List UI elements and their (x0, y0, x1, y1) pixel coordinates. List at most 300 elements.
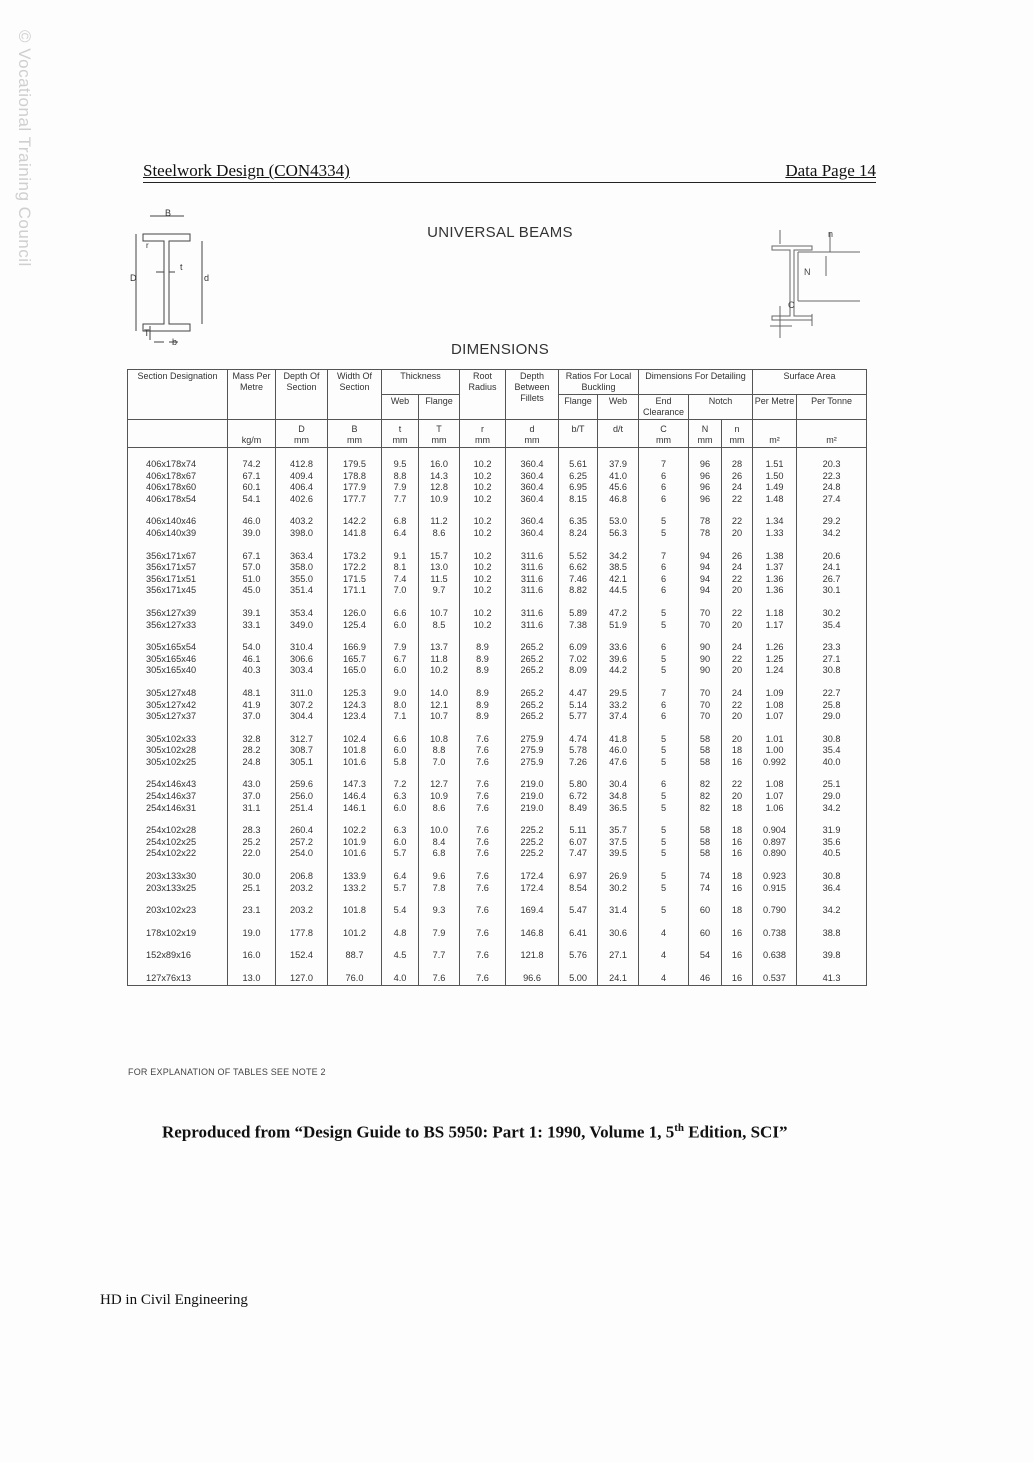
table-cell: 8.54 (559, 883, 598, 895)
table-cell: 1.26 (753, 642, 797, 654)
group-spacer (128, 768, 867, 779)
unit-cell (722, 420, 753, 448)
table-cell: 40.5 (797, 848, 867, 860)
table-cell: 22 (722, 700, 753, 712)
symbol-label: C (660, 424, 667, 434)
table-cell: 203.2 (276, 883, 328, 895)
table-cell: 94 (689, 574, 722, 586)
table-cell: 24.8 (228, 757, 276, 769)
table-row (128, 973, 867, 985)
section-designation: 406x178x54 (128, 494, 228, 506)
table-cell: 5 (639, 528, 689, 540)
table-row (128, 700, 867, 712)
table-cell: 96 (689, 459, 722, 471)
table-cell: 6 (639, 585, 689, 597)
table-cell: 12.1 (419, 700, 460, 712)
unit-label: mm (656, 435, 672, 445)
symbol-label: n (734, 424, 740, 434)
table-cell: 70 (689, 608, 722, 620)
table-cell: 88.7 (328, 950, 382, 962)
table-cell: 39.5 (598, 848, 639, 860)
table-cell: 6.07 (559, 837, 598, 849)
table-cell: 7 (639, 459, 689, 471)
table-cell: 10.2 (460, 574, 506, 586)
col-section-header: Section Designation (128, 370, 228, 420)
table-row (128, 482, 867, 494)
table-cell: 5 (639, 803, 689, 815)
table-cell: 31.9 (797, 825, 867, 837)
col-per-metre-header: Per Metre (753, 395, 797, 420)
table-cell: 8.4 (419, 837, 460, 849)
table-cell: 9.7 (419, 585, 460, 597)
table-cell: 74 (689, 871, 722, 883)
table-cell: 54 (689, 950, 722, 962)
table-cell: 20 (722, 665, 753, 677)
table-cell: 8.24 (559, 528, 598, 540)
table-cell: 60 (689, 928, 722, 940)
dim-d-label: d (204, 273, 210, 283)
table-row (128, 711, 867, 723)
table-cell: 14.3 (419, 471, 460, 483)
symbol-label: D (298, 424, 305, 434)
table-cell: 27.1 (598, 950, 639, 962)
table-cell: 303.4 (276, 665, 328, 677)
symbol-label (798, 424, 865, 435)
table-cell: 351.4 (276, 585, 328, 597)
table-cell: 30.8 (797, 871, 867, 883)
table-cell: 18 (722, 871, 753, 883)
table-cell: 312.7 (276, 734, 328, 746)
table-cell: 41.3 (797, 973, 867, 985)
table-cell: 78 (689, 528, 722, 540)
table-cell: 37.0 (228, 711, 276, 723)
table-cell: 23.3 (797, 642, 867, 654)
table-cell: 1.07 (753, 711, 797, 723)
unit-label (129, 435, 226, 446)
unit-cell (689, 420, 722, 448)
table-cell: 41.8 (598, 734, 639, 746)
table-cell: 30.2 (797, 608, 867, 620)
symbol-label (129, 424, 226, 435)
source-citation: Reproduced from “Design Guide to BS 5950: Part 1: 1990, Volume 1, 5th Edition, SCI” (162, 1122, 788, 1142)
table-cell: 10.2 (460, 459, 506, 471)
col-root-header: Root Radius (460, 370, 506, 420)
table-cell: 46.0 (228, 516, 276, 528)
table-cell: 0.904 (753, 825, 797, 837)
section-designation: 356x171x67 (128, 551, 228, 563)
table-row (128, 825, 867, 837)
table-cell: 51.0 (228, 574, 276, 586)
table-cell: 308.7 (276, 745, 328, 757)
dimensions-table (127, 369, 866, 986)
table-cell: 90 (689, 642, 722, 654)
table-cell: 8.9 (460, 700, 506, 712)
table-cell: 142.2 (328, 516, 382, 528)
unit-label: mm (729, 435, 745, 445)
table-cell: 70 (689, 711, 722, 723)
table-row (128, 562, 867, 574)
table-cell: 8.5 (419, 620, 460, 632)
table-cell: 8.8 (419, 745, 460, 757)
table-cell: 355.0 (276, 574, 328, 586)
table-cell: 5 (639, 665, 689, 677)
table-cell: 6.8 (382, 516, 419, 528)
table-cell: 6 (639, 494, 689, 506)
table-cell: 172.4 (506, 883, 559, 895)
table-cell: 146.8 (506, 928, 559, 940)
col-end-clearance-header: End Clearance (639, 395, 689, 420)
table-cell: 1.08 (753, 779, 797, 791)
table-cell: 11.2 (419, 516, 460, 528)
table-cell: 46.8 (598, 494, 639, 506)
table-cell: 15.7 (419, 551, 460, 563)
page-number: Data Page 14 (785, 161, 876, 180)
table-cell: 171.1 (328, 585, 382, 597)
table-cell: 6.95 (559, 482, 598, 494)
section-designation: 254x146x37 (128, 791, 228, 803)
table-cell: 42.1 (598, 574, 639, 586)
table-cell: 1.36 (753, 585, 797, 597)
section-designation: 254x102x25 (128, 837, 228, 849)
table-cell: 45.6 (598, 482, 639, 494)
dim-n-label: n (828, 229, 834, 239)
table-cell: 0.915 (753, 883, 797, 895)
watermark (15, 30, 38, 290)
table-row (128, 471, 867, 483)
table-note: FOR EXPLANATION OF TABLES SEE NOTE 2 (128, 1067, 326, 1077)
section-designation: 406x178x74 (128, 459, 228, 471)
table-cell: 4.47 (559, 688, 598, 700)
table-cell: 33.1 (228, 620, 276, 632)
page-footer: HD in Civil Engineering (100, 1292, 248, 1308)
table-cell: 1.09 (753, 688, 797, 700)
table-cell: 70 (689, 620, 722, 632)
section-designation: 305x102x33 (128, 734, 228, 746)
table-cell: 5.89 (559, 608, 598, 620)
table-cell: 6.97 (559, 871, 598, 883)
unit-cell (276, 420, 328, 448)
table-cell: 44.2 (598, 665, 639, 677)
dim-D-label: D (130, 273, 137, 283)
table-cell: 311.6 (506, 620, 559, 632)
table-subtitle: DIMENSIONS (450, 341, 549, 358)
table-cell: 34.2 (797, 905, 867, 917)
table-cell: 10.2 (460, 551, 506, 563)
table-cell: 7.0 (382, 585, 419, 597)
table-cell: 24 (722, 688, 753, 700)
table-cell: 5 (639, 883, 689, 895)
table-cell: 101.9 (328, 837, 382, 849)
table-cell: 45.0 (228, 585, 276, 597)
table-cell: 40.0 (797, 757, 867, 769)
table-cell: 5.7 (382, 883, 419, 895)
table-cell: 10.7 (419, 711, 460, 723)
table-cell: 46 (689, 973, 722, 985)
table-cell: 6.3 (382, 791, 419, 803)
table-cell: 5.52 (559, 551, 598, 563)
table-cell: 34.2 (598, 551, 639, 563)
table-cell: 8.09 (559, 665, 598, 677)
table-cell: 7.2 (382, 779, 419, 791)
table-cell: 5 (639, 654, 689, 666)
table-cell: 20 (722, 734, 753, 746)
unit-cell (506, 420, 559, 448)
symbol-label (754, 424, 795, 435)
table-cell: 225.2 (506, 848, 559, 860)
table-cell: 225.2 (506, 837, 559, 849)
table-cell: 6.41 (559, 928, 598, 940)
table-cell: 311.6 (506, 608, 559, 620)
table-cell: 58 (689, 825, 722, 837)
table-cell: 123.4 (328, 711, 382, 723)
table-cell: 311.6 (506, 551, 559, 563)
table-cell: 34.8 (598, 791, 639, 803)
table-cell: 6.0 (382, 745, 419, 757)
table-cell: 25.8 (797, 700, 867, 712)
section-designation: 305x127x37 (128, 711, 228, 723)
section-designation: 305x165x54 (128, 642, 228, 654)
table-cell: 146.4 (328, 791, 382, 803)
unit-cell (460, 420, 506, 448)
col-surface-header: Surface Area (753, 370, 867, 395)
section-designation: 305x102x28 (128, 745, 228, 757)
section-designation: 356x127x39 (128, 608, 228, 620)
section-designation: 203x102x23 (128, 905, 228, 917)
table-cell: 275.9 (506, 745, 559, 757)
table-cell: 124.3 (328, 700, 382, 712)
table-cell: 40.3 (228, 665, 276, 677)
table-cell: 11.5 (419, 574, 460, 586)
table-cell: 102.2 (328, 825, 382, 837)
table-cell: 5.76 (559, 950, 598, 962)
col-web-header: Web (382, 395, 419, 420)
table-cell: 27.1 (797, 654, 867, 666)
symbol-label: d (529, 424, 535, 434)
table-cell: 16 (722, 928, 753, 940)
table-cell: 0.890 (753, 848, 797, 860)
table-cell: 1.24 (753, 665, 797, 677)
table-cell: 24 (722, 642, 753, 654)
table-cell: 358.0 (276, 562, 328, 574)
section-designation: 356x171x57 (128, 562, 228, 574)
table-row (128, 494, 867, 506)
col-thickness-header: Thickness (382, 370, 460, 395)
table-cell: 8.9 (460, 688, 506, 700)
table-cell: 7.9 (382, 642, 419, 654)
unit-label: mm (431, 435, 447, 445)
table-cell: 6 (639, 642, 689, 654)
group-spacer (128, 631, 867, 642)
section-designation: 305x127x48 (128, 688, 228, 700)
group-spacer (128, 505, 867, 516)
table-cell: 10.2 (460, 608, 506, 620)
unit-cell (559, 420, 598, 448)
section-designation: 127x76x13 (128, 973, 228, 985)
table-cell: 5.4 (382, 905, 419, 917)
table-cell: 5 (639, 837, 689, 849)
table-cell: 60 (689, 905, 722, 917)
table-cell: 10.2 (460, 516, 506, 528)
table-cell: 8.9 (460, 665, 506, 677)
table-cell: 256.0 (276, 791, 328, 803)
table-cell: 406.4 (276, 482, 328, 494)
table-cell: 47.6 (598, 757, 639, 769)
table-cell: 13.7 (419, 642, 460, 654)
table-cell: 171.5 (328, 574, 382, 586)
col-mass-header: Mass Per Metre (228, 370, 276, 420)
table-cell: 5 (639, 825, 689, 837)
table-cell: 5.78 (559, 745, 598, 757)
table-row (128, 950, 867, 962)
table-cell: 127.0 (276, 973, 328, 985)
table-cell: 7.6 (460, 928, 506, 940)
table-cell: 31.4 (598, 905, 639, 917)
table-cell: 7.6 (460, 791, 506, 803)
table-cell: 10.0 (419, 825, 460, 837)
table-cell: 363.4 (276, 551, 328, 563)
table-cell: 304.4 (276, 711, 328, 723)
table-cell: 7.6 (460, 883, 506, 895)
table-cell: 23.1 (228, 905, 276, 917)
table-cell: 22 (722, 494, 753, 506)
section-designation: 305x165x40 (128, 665, 228, 677)
unit-label: mm (294, 435, 309, 445)
table-cell: 35.7 (598, 825, 639, 837)
table-cell: 58 (689, 837, 722, 849)
table-cell: 259.6 (276, 779, 328, 791)
table-cell: 19.0 (228, 928, 276, 940)
table-cell: 41.0 (598, 471, 639, 483)
table-cell: 39.6 (598, 654, 639, 666)
symbol-label: d/t (613, 424, 624, 434)
table-cell: 1.06 (753, 803, 797, 815)
group-spacer (128, 962, 867, 973)
symbol-label: T (436, 424, 442, 434)
unit-cell (128, 420, 228, 448)
table-cell: 24 (722, 482, 753, 494)
table-cell: 353.4 (276, 608, 328, 620)
table-cell: 1.33 (753, 528, 797, 540)
table-cell: 54.1 (228, 494, 276, 506)
table-cell: 6.6 (382, 734, 419, 746)
group-spacer (128, 939, 867, 950)
table-cell: 53.0 (598, 516, 639, 528)
table-row (128, 620, 867, 632)
table-cell: 20 (722, 620, 753, 632)
table-cell: 165.0 (328, 665, 382, 677)
table-cell: 5.11 (559, 825, 598, 837)
table-cell: 7.6 (460, 973, 506, 985)
section-designation: 203x133x25 (128, 883, 228, 895)
unit-label (599, 435, 637, 446)
table-cell: 10.2 (460, 482, 506, 494)
table-cell: 306.6 (276, 654, 328, 666)
table-cell: 16 (722, 837, 753, 849)
table-cell: 26 (722, 471, 753, 483)
table-cell: 0.638 (753, 950, 797, 962)
table-cell: 20.6 (797, 551, 867, 563)
table-cell: 12.7 (419, 779, 460, 791)
dim-t-label: t (180, 262, 183, 272)
table-cell: 146.1 (328, 803, 382, 815)
table-cell: 178.8 (328, 471, 382, 483)
table-cell: 265.2 (506, 642, 559, 654)
unit-cell (639, 420, 689, 448)
table-cell: 265.2 (506, 654, 559, 666)
table-cell: 43.0 (228, 779, 276, 791)
table-cell: 141.8 (328, 528, 382, 540)
table-cell: 6.8 (419, 848, 460, 860)
unit-label: m² (769, 435, 780, 445)
table-cell: 16.0 (228, 950, 276, 962)
table-cell: 6.35 (559, 516, 598, 528)
table-cell: 6.0 (382, 837, 419, 849)
table-cell: 6.4 (382, 528, 419, 540)
table-cell: 16.0 (419, 459, 460, 471)
table-cell: 101.8 (328, 905, 382, 917)
table-cell: 7.9 (382, 482, 419, 494)
table-cell: 38.8 (797, 928, 867, 940)
table-cell: 6 (639, 482, 689, 494)
table-cell: 5.80 (559, 779, 598, 791)
table-cell: 96 (689, 471, 722, 483)
table-row (128, 745, 867, 757)
unit-cell (598, 420, 639, 448)
section-designation: 305x102x25 (128, 757, 228, 769)
table-cell: 96.6 (506, 973, 559, 985)
table-cell: 311.0 (276, 688, 328, 700)
table-cell: 5 (639, 745, 689, 757)
table-cell: 360.4 (506, 482, 559, 494)
table-cell: 30.6 (598, 928, 639, 940)
table-cell: 6.62 (559, 562, 598, 574)
table-cell: 305.1 (276, 757, 328, 769)
unit-label: mm (347, 435, 362, 445)
table-cell: 7.6 (460, 871, 506, 883)
table-cell: 22 (722, 608, 753, 620)
table-cell: 10.2 (460, 494, 506, 506)
table-cell: 30.0 (228, 871, 276, 883)
col-notch-header: Notch (689, 395, 753, 420)
table-cell: 10.2 (460, 562, 506, 574)
table-cell: 8.9 (460, 642, 506, 654)
table-cell: 30.4 (598, 779, 639, 791)
table-cell: 177.8 (276, 928, 328, 940)
table-cell: 1.49 (753, 482, 797, 494)
table-cell: 7.47 (559, 848, 598, 860)
table-cell: 25.1 (228, 883, 276, 895)
table-cell: 90 (689, 665, 722, 677)
table-row (128, 528, 867, 540)
table-cell: 18 (722, 803, 753, 815)
table-cell: 6.09 (559, 642, 598, 654)
table-cell: 7.7 (419, 950, 460, 962)
table-cell: 8.15 (559, 494, 598, 506)
table-cell: 8.82 (559, 585, 598, 597)
table-cell: 1.25 (753, 654, 797, 666)
table-cell: 8.6 (419, 803, 460, 815)
table-cell: 47.2 (598, 608, 639, 620)
table-cell: 4.8 (382, 928, 419, 940)
table-row (128, 871, 867, 883)
table-cell: 7.1 (382, 711, 419, 723)
table-cell: 30.8 (797, 734, 867, 746)
section-designation: 203x133x30 (128, 871, 228, 883)
table-cell: 9.0 (382, 688, 419, 700)
group-spacer (128, 597, 867, 608)
table-cell: 34.2 (797, 528, 867, 540)
table-cell: 7.6 (460, 779, 506, 791)
